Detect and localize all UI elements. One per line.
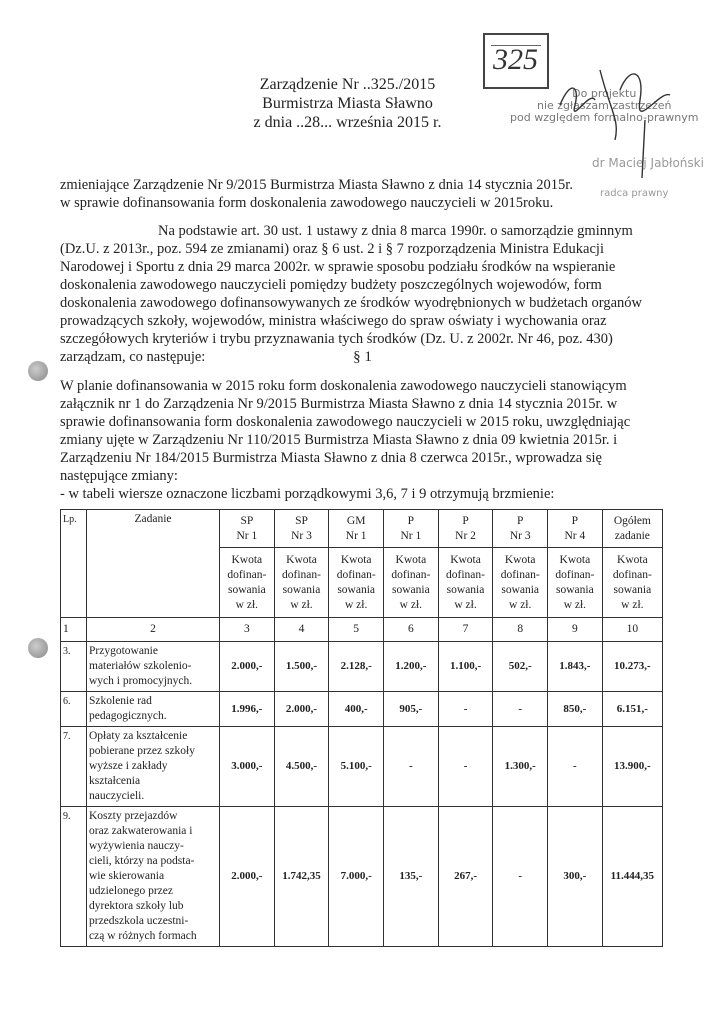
table-intro: - w tabeli wiersze oznaczone liczbami porządkowymi 3,6, 7 i 9 otrzymują brzmienie:	[60, 486, 555, 502]
row-value: 2.000,-	[220, 807, 275, 947]
column-number: 10	[602, 618, 662, 642]
kwota-cell: Kwota dofinan- sowania w zł.	[274, 548, 329, 618]
row-value: 267,-	[438, 807, 493, 947]
row-value: 1.100,-	[438, 642, 493, 692]
kwota-cell: Kwota dofinan- sowania w zł.	[602, 548, 662, 618]
row-value: -	[438, 727, 493, 807]
col-header: P Nr 1	[384, 510, 439, 548]
signature-scribble	[550, 60, 700, 180]
body-line: W planie dofinansowania w 2015 roku form doskonalenia zawodowego nauczycieli stanowiącym	[60, 378, 627, 394]
basis-line: prowadzących szkoły, wojewodów, ministra właściwego do spraw oświaty i wychowania oraz	[60, 313, 607, 329]
column-number: 1	[61, 618, 87, 642]
row-value: 10.273,-	[602, 642, 662, 692]
legal-stamp-line-2: nie zgłaszam zastrzeżeń	[536, 99, 672, 112]
basis-line: doskonalenia zawodowego nauczycieli pomiędzy budżety poszczególnych wojewodów, form	[60, 277, 602, 293]
col-lp: Lp.	[61, 510, 87, 618]
col-zadanie: Zadanie	[87, 510, 220, 618]
table-header-row	[61, 510, 663, 548]
col-header: P Nr 3	[493, 510, 548, 548]
row-value: 11.444,35	[602, 807, 662, 947]
kwota-cell: Kwota dofinan- sowania w zł.	[493, 548, 548, 618]
row-value: 2.000,-	[274, 692, 329, 727]
row-value: 1.742,35	[274, 807, 329, 947]
col-header: P Nr 4	[548, 510, 603, 548]
row-value: 1.200,-	[384, 642, 439, 692]
column-number: 5	[329, 618, 384, 642]
row-value: 5.100,-	[329, 727, 384, 807]
column-number: 6	[384, 618, 439, 642]
row-value: -	[493, 807, 548, 947]
body-line: załącznik nr 1 do Zarządzenia Nr 9/2015 Burmistrza Miasta Sławno z dnia 14 stycznia 2015r. w	[60, 396, 618, 412]
basis-line: zarządzam, co następuje:	[60, 349, 206, 365]
legal-basis	[60, 222, 675, 366]
row-value: 1.300,-	[493, 727, 548, 807]
header-line-3: z dnia ..28... września 2015 r.	[253, 114, 442, 131]
stamp-number: 325	[493, 43, 538, 76]
row-value: 13.900,-	[602, 727, 662, 807]
row-value: 905,-	[384, 692, 439, 727]
intro-line-2: w sprawie dofinansowania form doskonalenia zawodowego nauczycieli w 2015roku.	[60, 195, 554, 211]
row-value: 135,-	[384, 807, 439, 947]
kwota-cell: Kwota dofinan- sowania w zł.	[384, 548, 439, 618]
table-row	[61, 642, 663, 692]
kwota-cell: Kwota dofinan- sowania w zł.	[438, 548, 493, 618]
row-value: 502,-	[493, 642, 548, 692]
row-value: 400,-	[329, 692, 384, 727]
stamp-name: dr Maciej Jabłoński	[592, 156, 704, 170]
header-line-2: Burmistrza Miasta Sławno	[262, 95, 433, 112]
row-lp: 7.	[61, 727, 87, 807]
row-value: 2.000,-	[220, 642, 275, 692]
row-value: -	[384, 727, 439, 807]
table-row	[61, 727, 663, 807]
intro-line-1: zmieniające Zarządzenie Nr 9/2015 Burmistrza Miasta Sławno z dnia 14 stycznia 2015r.	[60, 177, 573, 193]
row-value: -	[493, 692, 548, 727]
col-header: SP Nr 1	[220, 510, 275, 548]
funding-table	[60, 509, 663, 947]
kwota-cell: Kwota dofinan- sowania w zł.	[220, 548, 275, 618]
column-number: 8	[493, 618, 548, 642]
basis-line: (Dz.U. z 2013r., poz. 594 ze zmianami) oraz § 6 ust. 2 i § 7 rozporządzenia Ministra Edukacji	[60, 241, 604, 257]
table-row	[61, 692, 663, 727]
row-value: 1.843,-	[548, 642, 603, 692]
row-zadanie: Koszty przejazdów oraz zakwaterowania i wyżywienia nauczy- cieli, którzy na podsta- wie skierowania udzielonego przez dyrektora szkoły lub przedszkola uczestni- czą w różnych formach	[87, 807, 220, 947]
row-value: 4.500,-	[274, 727, 329, 807]
body-line: następujące zmiany:	[60, 468, 178, 484]
punch-hole	[28, 361, 48, 381]
row-zadanie: Opłaty za kształcenie pobierane przez szkoły wyższe i zakłady kształcenia nauczycieli.	[87, 727, 220, 807]
row-lp: 9.	[61, 807, 87, 947]
column-number: 2	[87, 618, 220, 642]
body-line: sprawie dofinansowania form doskonalenia zawodowego nauczycieli w 2015 roku, uwzględniając	[60, 414, 631, 430]
row-value: 850,-	[548, 692, 603, 727]
basis-line: szczegółowych kryteriów i trybu przyznawania tych środków (Dz. U. z 2002r. Nr 46, poz. 430)	[60, 331, 613, 347]
col-header: SP Nr 3	[274, 510, 329, 548]
row-lp: 3.	[61, 642, 87, 692]
col-header: Ogółem zadanie	[602, 510, 662, 548]
basis-line: Narodowej i Sportu z dnia 29 marca 2002r. w sprawie sposobu podziału środków na wspieranie	[60, 259, 616, 275]
row-zadanie: Przygotowanie materiałów szkolenio- wych i promocyjnych.	[87, 642, 220, 692]
legal-stamp-line-1: Do projektu	[572, 87, 637, 100]
row-value: 6.151,-	[602, 692, 662, 727]
column-number-row	[61, 618, 663, 642]
body-line: zmiany ujęte w Zarządzeniu Nr 110/2015 Burmistrza Miasta Sławno z dnia 09 kwietnia 2015r. i	[60, 432, 618, 448]
punch-hole	[28, 638, 48, 658]
table-row	[61, 807, 663, 947]
row-value: -	[438, 692, 493, 727]
row-value: 300,-	[548, 807, 603, 947]
kwota-cell: Kwota dofinan- sowania w zł.	[548, 548, 603, 618]
legal-stamp-line-3: pod względem formalno-prawnym	[510, 111, 699, 124]
body-line: Zarządzeniu Nr 184/2015 Burmistrza Miasta Sławno z dnia 8 czerwca 2015r., wprowadza się	[60, 450, 602, 466]
row-value: 3.000,-	[220, 727, 275, 807]
basis-line: doskonalenia zawodowego dofinansowywanych ze środków wyodrębnionych w budżetach organów	[60, 295, 642, 311]
body-text	[60, 377, 675, 485]
column-number: 7	[438, 618, 493, 642]
row-zadanie: Szkolenie rad pedagogicznych.	[87, 692, 220, 727]
header-line-1: Zarządzenie Nr ..325./2015	[259, 76, 436, 93]
basis-line: Na podstawie art. 30 ust. 1 ustawy z dnia 8 marca 1990r. o samorządzie gminnym	[158, 223, 633, 239]
row-value: 1.996,-	[220, 692, 275, 727]
registration-stamp	[483, 33, 549, 89]
intro-text	[60, 176, 675, 212]
col-header: GM Nr 1	[329, 510, 384, 548]
kwota-cell: Kwota dofinan- sowania w zł.	[329, 548, 384, 618]
row-lp: 6.	[61, 692, 87, 727]
col-header: P Nr 2	[438, 510, 493, 548]
row-value: 1.500,-	[274, 642, 329, 692]
row-value: -	[548, 727, 603, 807]
row-value: 7.000,-	[329, 807, 384, 947]
row-value: 2.128,-	[329, 642, 384, 692]
stamp-role: radca prawny	[600, 188, 669, 199]
column-number: 3	[220, 618, 275, 642]
column-number: 9	[548, 618, 603, 642]
section-heading: § 1	[353, 349, 372, 365]
column-number: 4	[274, 618, 329, 642]
